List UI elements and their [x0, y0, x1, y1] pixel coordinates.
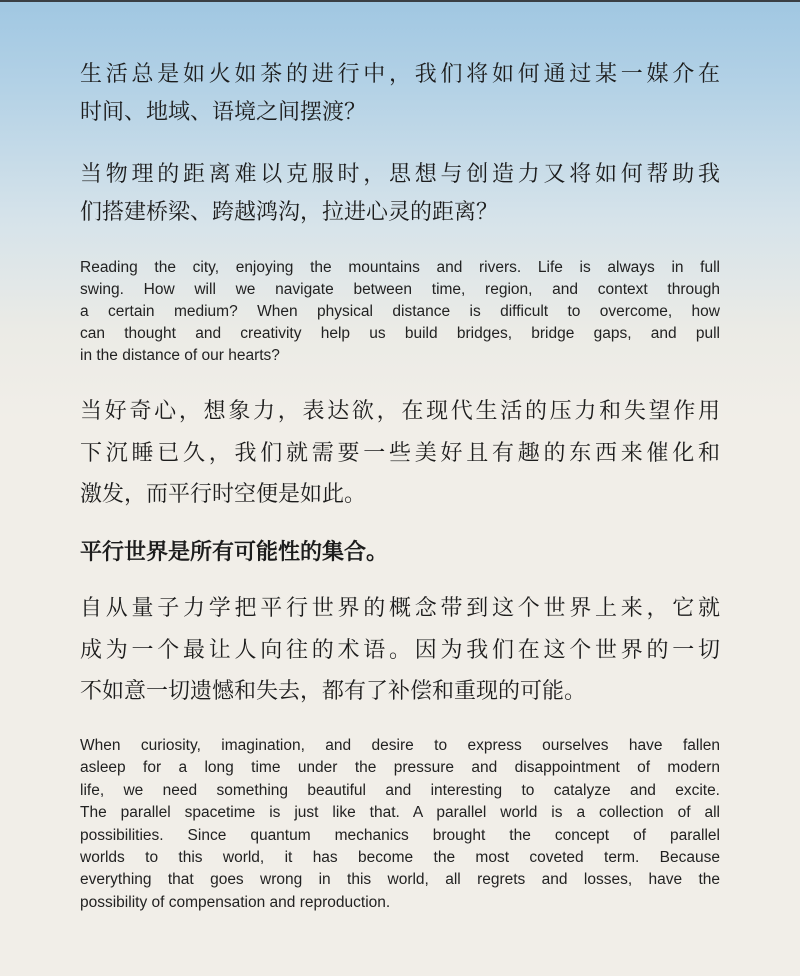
paragraph-curiosity-zh: [80, 391, 720, 516]
text-line: 成为一个最让人向往的术语。因为我们在这个世界的一切: [80, 637, 720, 663]
text-line: 自从量子力学把平行世界的概念带到这个世界上来，它就: [80, 596, 720, 621]
section-heading: 平行世界是所有可能性的集合。: [80, 540, 389, 565]
paragraph-intro-en: [80, 257, 720, 367]
text-line: swing. How will we navigate between time, region, and context through: [80, 281, 720, 298]
top-border: [0, 0, 800, 2]
text-line: 时间、地域、语境之间摆渡？: [80, 100, 367, 125]
text-line: can thought and creativity help us build bridges, bridge gaps, and pull: [80, 325, 720, 342]
text-line: everything that goes wrong in this world, all regrets and losses, have the: [80, 871, 720, 889]
text-line: 当物理的距离难以克服时，思想与创造力又将如何帮助我: [80, 162, 720, 187]
text-line: life, we need something beautiful and interesting to catalyze and excite.: [80, 781, 720, 799]
text-line: possibility of compensation and reproduction.: [80, 893, 391, 911]
paragraph-curiosity-en: [80, 735, 720, 914]
text-line: 不如意一切遗憾和失去，都有了补偿和重现的可能。: [80, 679, 587, 704]
text-line: asleep for a long time under the pressure and disappointment of modern: [80, 759, 720, 777]
text-line: 激发，而平行时空便是如此。: [80, 482, 367, 507]
text-line: 当好奇心，想象力，表达欲，在现代生活的压力和失望作用: [80, 399, 720, 424]
paragraph-question-zh: [80, 156, 720, 232]
text-line: 生活总是如火如茶的进行中，我们将如何通过某一媒介在: [80, 62, 720, 87]
text-line: possibilities. Since quantum mechanics brought the concept of parallel: [80, 826, 720, 844]
text-line: When curiosity, imagination, and desire to express ourselves have fallen: [80, 737, 720, 754]
text-line: The parallel spacetime is just like that. A parallel world is a collection of all: [80, 804, 720, 822]
text-line: worlds to this world, it has become the most coveted term. Because: [80, 848, 720, 866]
text-line: in the distance of our hearts?: [80, 347, 280, 364]
paragraph-intro-zh: [80, 56, 720, 132]
paragraph-quantum-zh: [80, 588, 720, 713]
text-line: Reading the city, enjoying the mountains and rivers. Life is always in full: [80, 259, 720, 276]
text-line: 们搭建桥梁、跨越鸿沟，拉进心灵的距离？: [80, 200, 499, 225]
text-line: 下沉睡已久，我们就需要一些美好且有趣的东西来催化和: [80, 440, 720, 466]
text-line: a certain medium? When physical distance is difficult to overcome, how: [80, 303, 720, 320]
